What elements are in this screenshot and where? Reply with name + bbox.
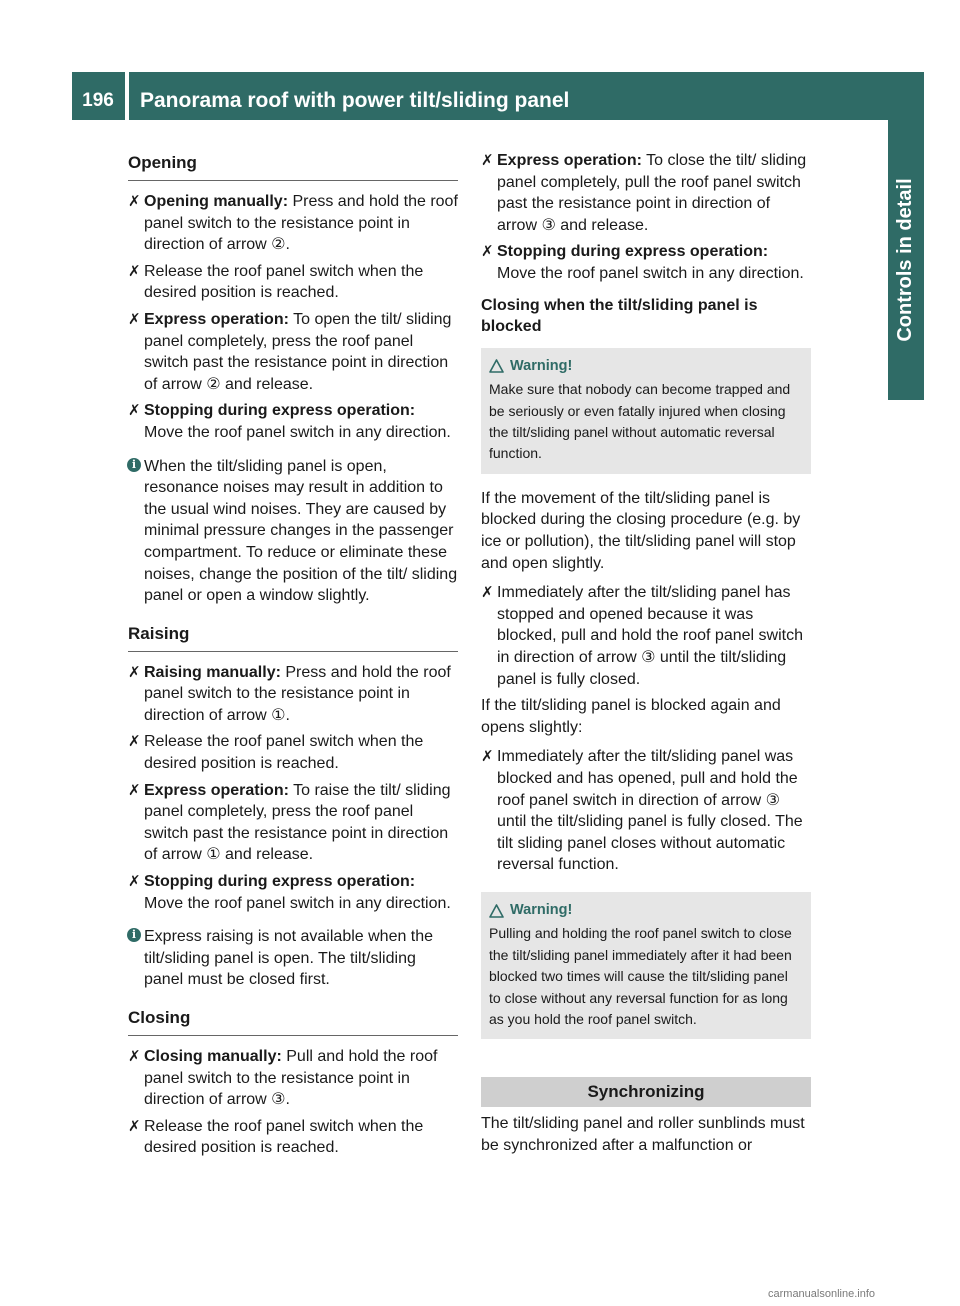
side-tab-top — [888, 72, 924, 120]
page-number: 196 — [82, 90, 114, 112]
step-arrow-icon: ✗ — [128, 873, 141, 891]
side-tab — [888, 120, 924, 400]
step-item: ✗ Release the roof panel switch when the desired position is reached. — [128, 1117, 424, 1157]
info-note: i Express raising is not available when the tilt/sliding panel is open. The tilt/sliding panel must be closed first. — [128, 926, 458, 991]
header-separator — [125, 72, 129, 120]
section-heading-opening: Opening — [128, 150, 458, 181]
warning-box — [481, 892, 811, 1039]
step-arrow-icon: ✗ — [128, 733, 141, 751]
step-arrow-icon: ✗ — [481, 748, 494, 766]
step-item: ✗ Express operation: To open the tilt/ sliding panel completely, press the roof panel switch past the resistance point in direction of arrow ② and release. — [128, 310, 452, 393]
step-arrow-icon: ✗ — [128, 663, 141, 681]
step-arrow-icon: ✗ — [481, 584, 494, 602]
section-heading-closing: Closing — [128, 1005, 458, 1036]
step-arrow-icon: ✗ — [128, 781, 141, 799]
step-arrow-icon: ✗ — [481, 152, 494, 169]
step-item: ✗ Raising manually: Press and hold the roof panel switch to the resistance point in direction of arrow ①. — [128, 663, 451, 724]
closing-steps — [128, 1046, 458, 1159]
synchronizing-heading: Synchronizing — [481, 1077, 811, 1107]
step-arrow-icon: ✗ — [128, 402, 141, 420]
warning-triangle-icon — [489, 904, 504, 918]
paragraph: If the movement of the tilt/sliding panel is blocked during the closing procedure (e.g. by ice or pollution), the tilt/sliding panel will stop and open slightly. — [481, 489, 801, 572]
warning-triangle-icon — [489, 359, 504, 373]
step-item: ✗ Express operation: To raise the tilt/ sliding panel completely, press the roof panel switch past the resistance point in direction of arrow ① and release. — [128, 781, 451, 864]
step-item: ✗ Immediately after the tilt/sliding panel was blocked and has opened, pull and hold the roof panel switch in direction of arrow ③ until the tilt/sliding panel is fully closed. The tilt sliding panel closes without automatic reversal function. — [481, 748, 803, 874]
step-item: ✗ Release the roof panel switch when the desired position is reached. — [128, 733, 424, 773]
opening-steps — [128, 191, 458, 444]
step-arrow-icon: ✗ — [128, 262, 141, 280]
info-icon: i — [127, 928, 141, 942]
step-arrow-icon: ✗ — [128, 193, 141, 210]
step-item: ✗ Stopping during express operation: Move the roof panel switch in any direction. — [128, 402, 451, 441]
step-item: ✗ Immediately after the tilt/sliding panel has stopped and opened because it was blocked, pull and hold the roof panel switch in direction of arrow ③ until the tilt/sliding panel is fully closed. — [481, 584, 803, 688]
step-item: ✗ Closing manually: Pull and hold the roof panel switch to the resistance point in direction of arrow ③. — [128, 1048, 438, 1109]
info-icon: i — [127, 458, 141, 472]
raising-steps — [128, 662, 458, 915]
step-arrow-icon: ✗ — [128, 310, 141, 328]
step-item: ✗ Express operation: To close the tilt/ sliding panel completely, pull the roof panel switch past the resistance point in direction of arrow ③ and release. — [481, 152, 807, 234]
step-arrow-icon: ✗ — [128, 1048, 141, 1065]
side-tab-label: Controls in detail — [894, 178, 917, 342]
step-item: ✗ Opening manually: Press and hold the roof panel switch to the resistance point in direction of arrow ②. — [128, 193, 458, 254]
step-arrow-icon: ✗ — [481, 243, 494, 261]
section-heading-raising: Raising — [128, 621, 458, 652]
warning-box — [481, 348, 811, 474]
warning-text: Pulling and holding the roof panel switch to close the tilt/sliding panel immediately after it had been blocked two times will cause the tilt/sliding panel to close without any reversal function for as long as you hold the roof panel switch. — [489, 925, 792, 1027]
right-column — [481, 150, 811, 1164]
warning-text: Make sure that nobody can become trapped and be seriously or even fatally injured when closing the tilt/sliding panel without automatic reversal function. — [489, 381, 791, 462]
info-note: i When the tilt/sliding panel is open, resonance noises may result in addition to the usual wind noises. They are caused by minimal pressure changes in the passenger compartment. To reduce or eliminate these noises, change the position of the tilt/ sliding panel or open a window slightly. — [128, 456, 458, 607]
warning-header: Warning! — [489, 900, 802, 921]
paragraph: If the tilt/sliding panel is blocked again and opens slightly: — [481, 697, 781, 736]
step-item: ✗ Stopping during express operation: Move the roof panel switch in any direction. — [481, 243, 804, 282]
warning-header: Warning! — [489, 356, 802, 377]
blocked-heading: Closing when the tilt/sliding panel is blocked — [481, 296, 758, 336]
page-title: Panorama roof with power tilt/sliding panel — [140, 89, 570, 113]
paragraph: The tilt/sliding panel and roller sunblinds must be synchronized after a malfunction or — [481, 1114, 805, 1154]
left-column — [128, 150, 458, 1164]
step-item: ✗ Stopping during express operation: Move the roof panel switch in any direction. — [128, 873, 451, 912]
step-arrow-icon: ✗ — [128, 1117, 141, 1135]
watermark: carmanualsonline.info — [768, 1288, 876, 1300]
step-item: ✗ Release the roof panel switch when the desired position is reached. — [128, 262, 424, 302]
